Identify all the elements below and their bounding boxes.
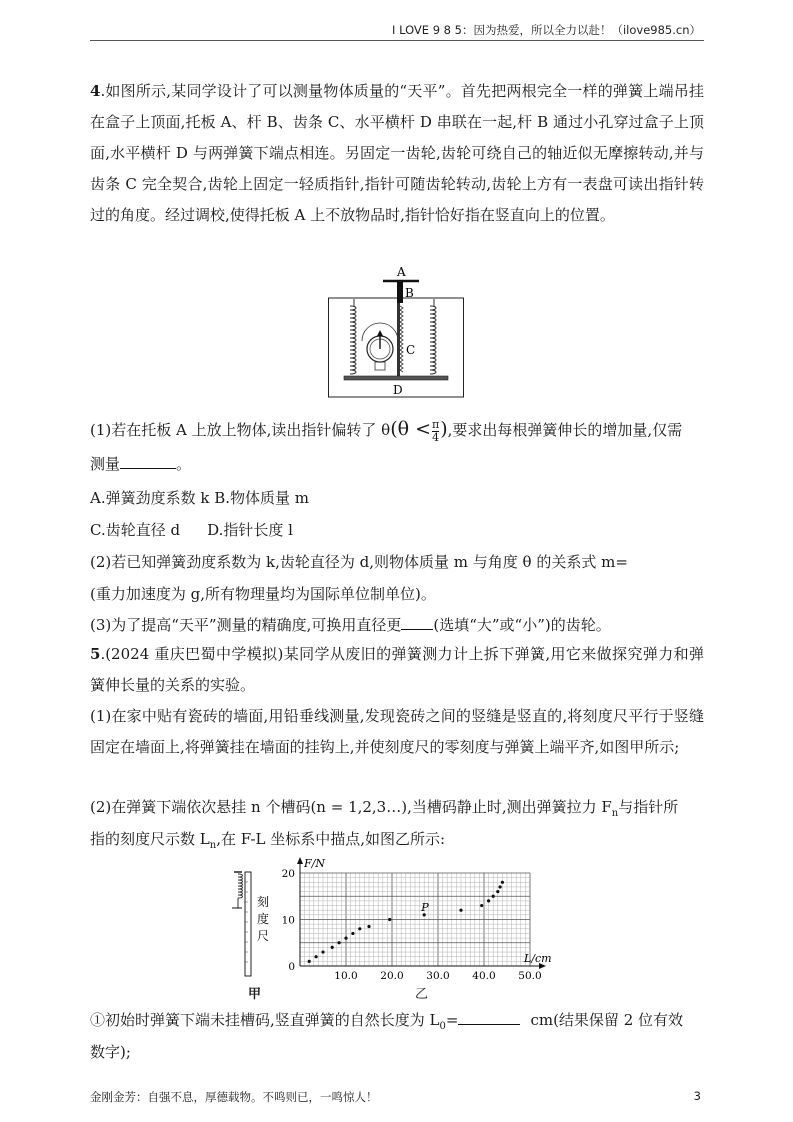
q4-label-b: B — [405, 286, 414, 300]
chart-tick-labels — [282, 868, 542, 982]
data-point — [367, 925, 370, 928]
x-tick-label: 20.0 — [380, 970, 404, 982]
y-tick-label: 20 — [281, 868, 295, 880]
data-point — [315, 955, 318, 958]
data-point — [351, 932, 354, 935]
q4-number: 4 — [90, 82, 101, 100]
page-header: I LOVE 9 8 5：因为热爱，所以全力以赴！（ilove985.cn） — [392, 23, 701, 37]
q4-option-ab: A.弹簧劲度系数 k B.物体质量 m — [90, 489, 310, 507]
data-point — [344, 937, 347, 940]
data-point — [487, 899, 490, 902]
q4-label-c: C — [406, 343, 416, 357]
y-tick-label: 0 — [288, 961, 295, 973]
header-rule — [90, 40, 704, 41]
chart-grid — [300, 873, 530, 966]
q4-part3-blank — [401, 615, 433, 630]
x-tick-label: 40.0 — [472, 970, 496, 982]
page-number: 3 — [693, 1089, 701, 1103]
q5-part1: (1)在家中贴有瓷砖的墙面,用铅垂线测量,发现瓷砖之间的竖缝是竖直的,将刻度尺平行于竖缝固定在墙面上,将弹簧挂在墙面的挂钩上,并使刻度尺的零刻度与弹簧上端平齐,如图甲所示; — [90, 707, 704, 756]
data-point — [321, 950, 324, 953]
data-point — [499, 885, 502, 888]
q4-balance-figure — [328, 266, 464, 398]
data-point — [459, 909, 462, 912]
q5-question-1: ①初始时弹簧下端未挂槽码,竖直弹簧的自然长度为 $L_0= cm$(结果保留 2 位有效 — [90, 1011, 684, 1032]
q5-part2: (2)在弹簧下端依次悬挂 n 个槽码(n = 1,2,3…),当槽码静止时,测出弹簧拉力 $F_n$与指针所 — [90, 798, 679, 819]
fig-jia-spring-ruler — [228, 868, 276, 980]
q4-part3: (3)为了提高“天平”测量的精确度,可换用直径更 (选填“大”或“小”)的齿轮。 — [90, 616, 611, 634]
q4-pointer-tip — [377, 330, 383, 336]
q4-option-cd: C.齿轮直径 d D.指针长度 l — [90, 521, 293, 539]
x-tick-label: 50.0 — [518, 970, 542, 982]
q4-pi-over-4: $\frac{\pi}{4}$ — [432, 417, 440, 444]
q4-rod-b — [397, 281, 403, 303]
footer-motto: 金刚金芳：自强不息，厚德载物。不鸣则已，一鸣惊人！ — [90, 1090, 378, 1104]
data-point — [331, 946, 334, 949]
q4-part1-blank — [120, 454, 176, 469]
data-point — [358, 927, 361, 930]
q5-intro: 5.(2024 重庆巴蜀中学模拟)某同学从废旧的弹簧测力计上拆下弹簧,用它来做探究弹力和弹簧伸长量的关系的实验。 — [90, 645, 704, 694]
fig-jia-label: 甲 — [248, 987, 262, 1002]
q4-part2: (2)若已知弹簧劲度系数为 k,齿轮直径为 d,则物体质量 m 与角度 θ 的关系式 m= — [90, 553, 628, 571]
q4-label-d: D — [393, 383, 403, 397]
data-point — [496, 890, 499, 893]
q4-part1-measure: 测量 。 — [90, 455, 192, 473]
y-tick-label: 10 — [281, 914, 295, 927]
q4-rack-teeth — [400, 306, 403, 372]
q4-bar-d — [344, 376, 448, 380]
q4-left-spring — [350, 299, 356, 374]
fig-jia-ruler — [245, 872, 251, 976]
fig-yi-fl-chart — [280, 856, 562, 992]
q5-question-1-cont: 数字); — [90, 1043, 131, 1061]
chart-annotation-p: P — [421, 900, 429, 914]
q4-part1: (1)若在托板 A 上放上物体,读出指针偏转了 θ(θ < $\frac{\pi}{4}$ ),要求出每根弹簧伸长的增加量,仅需 — [90, 417, 683, 444]
q4-gear-support — [375, 362, 385, 370]
chart-y-label: F/N — [304, 857, 325, 870]
data-point — [388, 918, 391, 921]
q5-part2-cont: 指的刻度尺示数 $L_n$,在 F-L 坐标系中描点,如图乙所示: — [90, 830, 446, 851]
q4-right-spring — [430, 299, 436, 374]
fig-jia-spring — [238, 874, 243, 898]
q4-intro-text: .如图所示,某同学设计了可以测量物体质量的“天平”。首先把两根完全一样的弹簧上端吊挂在盒子上顶面,托板 A、杆 B、齿条 C、水平横杆 D 串联在一起,杆 B 通过小孔穿过盒子上顶面,水平横杆 D 与两弹簧下端点相连。另固定一齿轮,齿轮可绕自己的轴近似无摩擦转动,并与齿条 C 完全契合,齿轮上固定一轻质指针,指针可随齿轮转动,齿轮上方有一表盘可读出指针转过的角度。经过调校,使得托板 A 上不放物品时,指针恰好指在竖直向上的位置。 — [90, 82, 704, 224]
data-point — [480, 904, 483, 907]
q4-intro — [90, 76, 704, 231]
data-point — [492, 895, 495, 898]
chart-x-label: L/cm — [524, 952, 552, 965]
data-point — [308, 960, 311, 963]
data-point — [501, 881, 504, 884]
q4-label-a: A — [397, 266, 406, 279]
fig-jia-ruler-char-3: 尺 — [257, 929, 270, 943]
x-tick-label: 10.0 — [334, 970, 358, 982]
q5-number: 5 — [90, 645, 101, 663]
fig-yi-label: 乙 — [415, 987, 429, 1002]
fig-jia-ruler-char-2: 度 — [257, 912, 270, 926]
q4-part2-note: (重力加速度为 g,所有物理量均为国际单位制单位)。 — [90, 585, 436, 603]
fig-jia-ruler-char-1: 刻 — [257, 895, 270, 909]
data-point — [338, 941, 341, 944]
chart-y-arrow — [297, 857, 303, 864]
x-tick-label: 30.0 — [426, 970, 450, 982]
q5-question-1-blank — [458, 1010, 520, 1025]
